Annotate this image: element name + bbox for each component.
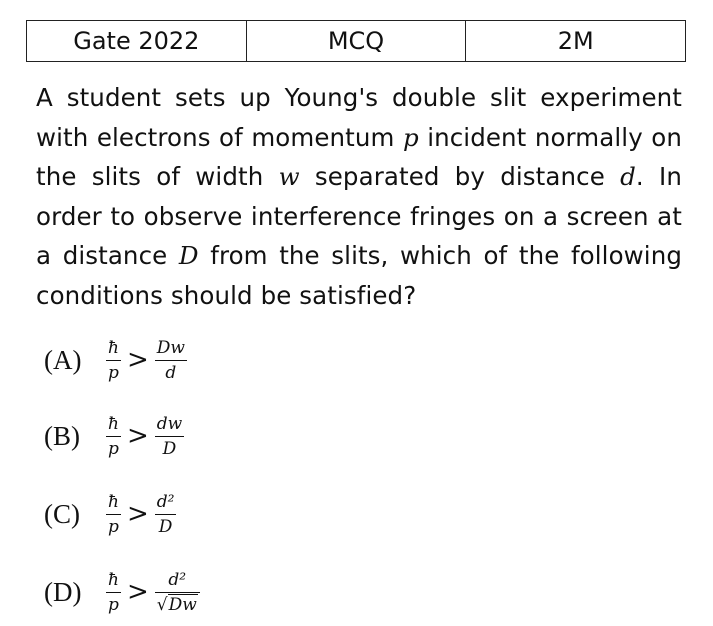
greater-than-sign: >: [126, 421, 149, 451]
rhs-numerator: Dw: [156, 337, 185, 358]
option-label: (A): [44, 344, 82, 375]
question-type-cell: MCQ: [247, 21, 467, 61]
rhs-fraction: [155, 570, 200, 615]
lhs-numerator: ħ: [108, 491, 119, 512]
option-a[interactable]: [44, 330, 191, 390]
greater-than-sign: >: [126, 499, 149, 529]
option-b[interactable]: [44, 406, 188, 466]
option-c[interactable]: [44, 484, 180, 544]
lhs-fraction: [106, 414, 121, 459]
radicand: Dw: [168, 594, 197, 615]
rhs-denominator: D: [162, 438, 177, 459]
option-d[interactable]: [44, 562, 204, 622]
var-width: w: [278, 162, 300, 191]
var-momentum: p: [402, 122, 419, 152]
greater-than-sign: >: [126, 577, 149, 607]
header-table: [26, 20, 686, 62]
option-label: (C): [44, 498, 80, 529]
lhs-fraction: [106, 338, 121, 383]
rhs-numerator: d²: [168, 569, 187, 590]
rhs-denominator: D: [158, 516, 173, 537]
lhs-denominator: p: [108, 594, 119, 615]
lhs-denominator: p: [108, 362, 119, 383]
question-text: [36, 78, 682, 315]
rhs-numerator: d²: [156, 491, 175, 512]
rhs-fraction: [155, 338, 187, 383]
marks-cell: 2M: [557, 27, 594, 55]
greater-than-sign: >: [126, 345, 149, 375]
question-part-5: from the slits, which of the following conditions should be satisfied?: [36, 241, 682, 310]
question-part-1: A student sets up Young's double slit experiment with electrons of momentum: [36, 83, 682, 152]
lhs-fraction: [106, 492, 121, 537]
rhs-fraction: [155, 414, 184, 459]
question-part-2: incident normally on the slits of width: [36, 122, 682, 191]
rhs-denominator: d: [165, 362, 177, 383]
var-separation: d: [620, 162, 636, 191]
square-root-sign: √: [156, 594, 168, 615]
rhs-denominator: [155, 593, 200, 615]
lhs-denominator: p: [108, 516, 119, 537]
rhs-numerator: dw: [156, 413, 183, 434]
lhs-denominator: p: [108, 438, 119, 459]
exam-cell: Gate 2022: [27, 21, 247, 61]
question-part-4: . In order to observe interference fringes on a screen at a distance: [36, 162, 682, 270]
lhs-fraction: [106, 570, 121, 615]
var-distance: D: [178, 241, 199, 270]
rhs-fraction: [155, 492, 177, 537]
question-part-3: separated by distance: [299, 162, 621, 191]
option-label: (B): [44, 420, 80, 451]
lhs-numerator: ħ: [108, 413, 119, 434]
lhs-numerator: ħ: [108, 337, 119, 358]
option-label: (D): [44, 576, 82, 607]
lhs-numerator: ħ: [108, 569, 119, 590]
